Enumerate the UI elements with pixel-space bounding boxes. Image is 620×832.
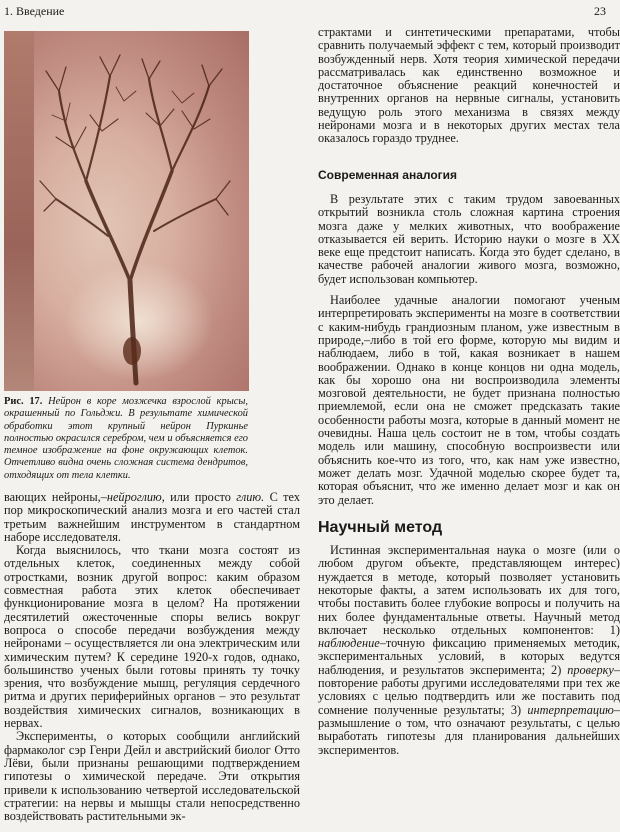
paragraph: страктами и синтетическими препаратами, чтобы сравнить получаемый эффект с тем, который производит возбужденный нерв. Хотя теория химической передачи рассматривалась как единственно возможное и достаточное объяснение реакций конечностей и внутренних органов на нервные сигналы, установить ведущую роль этого механизма в связях между нейронами мозга и в некоторых других местах тела оказалось гораздо труднее. [318, 25, 620, 146]
neuron-photo [4, 31, 249, 391]
section-heading: Научный метод [318, 518, 443, 536]
figure-caption [4, 396, 248, 482]
purkinje-neuron-illustration [4, 31, 249, 391]
paragraph: В результате этих с таким трудом завоеванных открытий возникла столь сложная картина строения мозга даже у мелких животных, что воображение отказывается ей верить. Историю науки о мозге в XX веке еще предстоит написать. Когда это будет сделано, в качестве рабочей аналогии живого мозга, возможно, будет использован компьютер. [318, 191, 620, 286]
page-number: 23 [594, 4, 606, 18]
figure-caption-text: Нейрон в коре мозжечка взрослой крысы, окрашенный по Гольджи. В результате химической обработки этот крупный нейрон Пуркинье полностью окрасился серебром, чем и объясняется его темное изображение на фоне окружающих клеток. Отчетливо видна очень сложная система дендритов, отходящих от тела клетки. [4, 396, 248, 481]
running-title: 1. Введение [4, 4, 65, 18]
paragraph: Эксперименты, о которых сообщили английский фармаколог сэр Генри Дейл и австрийский биолог Отто Лёви, были признаны решающими подтверждением гипотезы о химической передаче. Эти открытия привели к использованию четвертой исследовательской стратегии: на нервы и мышцы стали непосредственно воздействовать растительными эк- [4, 729, 300, 824]
figure-label: Рис. 17. [4, 396, 43, 407]
right-column [318, 26, 620, 757]
paragraph: Наиболее удачные аналогии помогают ученым интерпретировать эксперименты на мозге в соответствии с каким-нибудь грандиозным планом, уже известным в природе,–либо в той его форме, которую мы видим и наблюдаем, либо в той, какая возникает в нашем воображении. Однако в конце концов ни одна модель, как бы хорошо она ни воспроизводила элементы мозговой деятельности, не будет признана полностью приемлемой, если она не сможет предсказать такие особенности работы мозга, которые в данный момент не очевидны. Наша цель состоит не в том, чтобы создать модель или машину, способную воспроизвести или объяснить кое-что из того, что, как нам уже известно, может делать мозг. Удачной моделью скорее будет та, которая объяснит, что́ же именно делает мозг и как он это делает. [318, 293, 620, 507]
page-header [4, 4, 606, 20]
paragraph: Истинная экспериментальная наука о мозге (или о любом другом объекте, представляющем интерес) нуждается в методе, который позволяет установить некоторые факты, а затем использовать их для того, чтобы поставить более глубокие вопросы и получить на них более фундаментальные ответы. Научный метод включает несколько отдельных компонентов: 1) наблюдение–точную фиксацию применяемых методик, экспериментальных условий, в которых ведутся наблюдения, и результатов эксперимента; 2) проверку–повторение работы другими исследователями при тех же условиях с целью подтвердить или же поставить под сомнение полученные результаты; 3) интерпретацию–размышление о том, что́ означают результаты, с целью выработать гипотезы для планирования дальнейших экспериментов. [318, 543, 620, 757]
paragraph: вающих нейроны,–нейроглию, или просто глию. С тех пор микроскопический анализ мозга и его частей стал третьим важнейшим инструментом в стандартном наборе исследователя. [4, 490, 300, 544]
paragraph: Когда выяснилось, что ткани мозга состоят из отдельных клеток, соединенных между собой отростками, возник другой вопрос: каким образом совместная работа этих клеток обеспечивает функционирование мозга в целом? На протяжении десятилетий ожесточенные споры велись вокруг вопроса о способе передачи возбуждения между нейронами – осуществляется ли она электрическим или химическим путем? К середине 1920-х годов, однако, большинство ученых были готовы принять ту точку зрения, что возбуждение мышц, регуляция сердечного ритма и других периферийных органов – это результат воздействия химических сигналов, возникающих в нервах. [4, 543, 300, 731]
left-column [4, 491, 300, 823]
subsection-heading: Современная аналогия [318, 167, 458, 182]
